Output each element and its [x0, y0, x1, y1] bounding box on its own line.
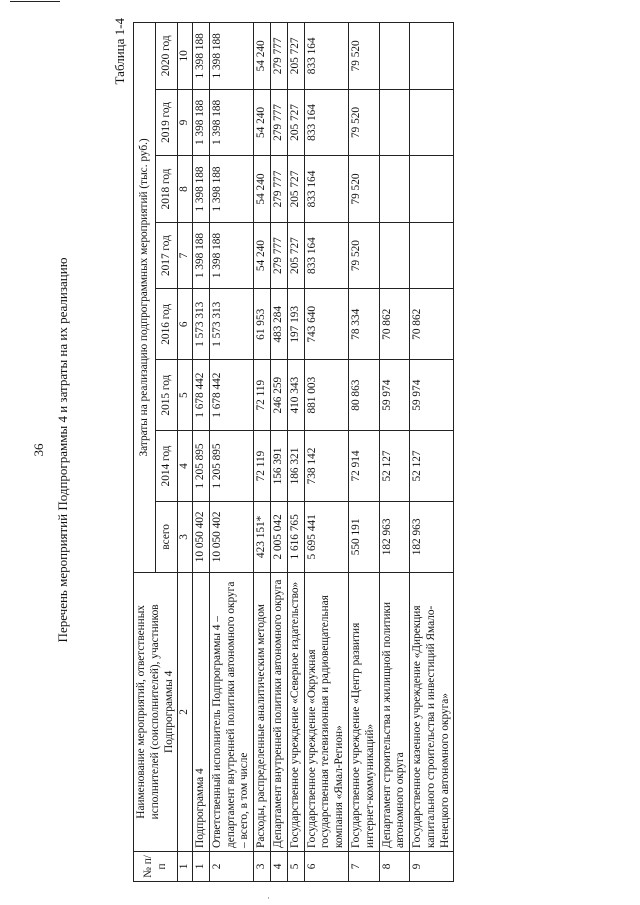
cost-cell-y2017: 1 398 188	[193, 222, 210, 289]
cost-cell-y2019: 79 520	[348, 89, 379, 156]
cost-cell-total: 550 191	[348, 501, 379, 572]
cost-cell-y2018: 1 398 188	[193, 156, 210, 223]
column-index-row	[178, 23, 193, 882]
cost-cell-y2019: 54 240	[254, 89, 271, 156]
cost-cell-y2019: 1 398 188	[193, 89, 210, 156]
column-index-cell: 1	[178, 851, 193, 881]
column-index-cell: 10	[178, 23, 193, 90]
cost-cell-y2014: 156 391	[271, 431, 288, 502]
header-row-1	[134, 23, 156, 882]
row-name: Ответственный исполнитель Подпрограммы 4 – департамент внутренней политики автономного округа – всего, в том числе	[209, 572, 253, 851]
cost-cell-y2018	[379, 156, 410, 223]
cost-cell-y2016: 1 573 313	[209, 289, 253, 360]
cost-cell-y2019: 205 727	[287, 89, 304, 156]
cost-cell-total: 2 005 042	[271, 501, 288, 572]
cost-cell-y2015: 59 974	[410, 360, 454, 431]
table-row	[193, 23, 210, 882]
row-name: Государственное учреждение «Северное издательство»	[287, 572, 304, 851]
cost-cell-y2020: 79 520	[348, 23, 379, 90]
cost-cell-y2019: 279 777	[271, 89, 288, 156]
cost-cell-total: 423 151*	[254, 501, 271, 572]
header-2018: 2018 год	[156, 156, 178, 223]
cost-cell-y2020: 1 398 188	[209, 23, 253, 90]
page-number: 36	[31, 443, 46, 457]
cost-cell-y2018	[410, 156, 454, 223]
header-total: всего	[156, 501, 178, 572]
cost-cell-y2014: 1 205 895	[193, 431, 210, 502]
cost-cell-y2020: 1 398 188	[193, 23, 210, 90]
cost-cell-y2016: 1 573 313	[193, 289, 210, 360]
cost-cell-y2017: 79 520	[348, 222, 379, 289]
table-row	[410, 23, 454, 882]
row-name: Государственное учреждение «Центр развития интернет-коммуникаций»	[348, 572, 379, 851]
header-2017: 2017 год	[156, 222, 178, 289]
header-2016: 2016 год	[156, 289, 178, 360]
header-costs: Затраты на реализацию подпрограммных мероприятий (тыс. руб.)	[134, 23, 156, 573]
cost-cell-y2020: 833 164	[304, 23, 348, 90]
cost-cell-y2018: 54 240	[254, 156, 271, 223]
column-index-cell: 5	[178, 360, 193, 431]
cost-cell-y2017: 1 398 188	[209, 222, 253, 289]
header-2019: 2019 год	[156, 89, 178, 156]
table-row	[287, 23, 304, 882]
cost-cell-y2015: 246 259	[271, 360, 288, 431]
row-number: 2	[209, 851, 253, 881]
rotated-page	[15, 10, 625, 890]
table-label: Таблица 1-4	[112, 18, 127, 85]
cost-cell-y2020: 279 777	[271, 23, 288, 90]
cost-cell-y2018: 205 727	[287, 156, 304, 223]
column-index-cell: 7	[178, 222, 193, 289]
cost-cell-y2020	[379, 23, 410, 90]
cost-cell-total: 1 616 765	[287, 501, 304, 572]
column-index-cell: 2	[178, 572, 193, 851]
cost-cell-y2020: 54 240	[254, 23, 271, 90]
cost-cell-y2020	[410, 23, 454, 90]
cost-cell-y2014: 186 321	[287, 431, 304, 502]
cost-cell-y2018: 279 777	[271, 156, 288, 223]
cost-cell-y2020: 205 727	[287, 23, 304, 90]
table-row	[348, 23, 379, 882]
cost-cell-total: 5 695 441	[304, 501, 348, 572]
header-2014: 2014 год	[156, 431, 178, 502]
row-name: Государственное казенное учреждение «Дирекция капитального строительства и инвестиций Ямало-Ненецкого автономного округа»	[410, 572, 454, 851]
cost-cell-y2016: 197 193	[287, 289, 304, 360]
row-number: 9	[410, 851, 454, 881]
cost-cell-y2019	[410, 89, 454, 156]
cost-cell-y2017: 205 727	[287, 222, 304, 289]
row-number: 5	[287, 851, 304, 881]
row-number: 4	[271, 851, 288, 881]
cost-cell-total: 182 963	[379, 501, 410, 572]
cost-cell-y2014: 1 205 895	[209, 431, 253, 502]
cost-cell-y2016: 743 640	[304, 289, 348, 360]
header-num: № п/п	[134, 851, 178, 881]
cost-cell-y2015: 1 678 442	[209, 360, 253, 431]
cost-cell-y2016: 78 334	[348, 289, 379, 360]
column-index-cell: 8	[178, 156, 193, 223]
cost-cell-y2015: 881 003	[304, 360, 348, 431]
cost-cell-y2016: 61 953	[254, 289, 271, 360]
cost-cell-y2017: 279 777	[271, 222, 288, 289]
table-body	[193, 23, 454, 882]
cost-cell-y2018: 833 164	[304, 156, 348, 223]
row-name: Государственное учреждение «Окружная государственная телевизионная и радиовещательная компания «Ямал-Регион»	[304, 572, 348, 851]
cost-cell-y2018: 79 520	[348, 156, 379, 223]
row-number: 8	[379, 851, 410, 881]
column-index-cell: 9	[178, 89, 193, 156]
cost-cell-y2017	[379, 222, 410, 289]
table-row	[271, 23, 288, 882]
cost-cell-total: 10 050 402	[209, 501, 253, 572]
column-index-cell: 4	[178, 431, 193, 502]
top-rule	[10, 1, 60, 2]
cost-cell-y2019: 833 164	[304, 89, 348, 156]
cost-cell-y2014: 52 127	[379, 431, 410, 502]
document-title: Перечень мероприятий Подпрограммы 4 и затраты на их реализацию	[55, 257, 70, 643]
column-index-cell: 6	[178, 289, 193, 360]
cost-cell-y2014: 72 119	[254, 431, 271, 502]
cost-cell-total: 182 963	[410, 501, 454, 572]
row-name: Подпрограмма 4	[193, 572, 210, 851]
table-row	[379, 23, 410, 882]
scan-mark: ·	[267, 893, 270, 903]
header-2015: 2015 год	[156, 360, 178, 431]
cost-cell-y2016: 483 284	[271, 289, 288, 360]
cost-cell-y2016: 70 862	[410, 289, 454, 360]
cost-cell-y2017	[410, 222, 454, 289]
cost-cell-y2018: 1 398 188	[209, 156, 253, 223]
column-index-cell: 3	[178, 501, 193, 572]
header-name: Наименование мероприятий, ответственных исполнителей (соисполнителей), участников Подпрограммы 4	[134, 572, 178, 851]
cost-cell-y2014: 72 914	[348, 431, 379, 502]
table-row	[254, 23, 271, 882]
cost-cell-y2016: 70 862	[379, 289, 410, 360]
cost-cell-y2015: 80 863	[348, 360, 379, 431]
header-2020: 2020 год	[156, 23, 178, 90]
cost-cell-y2015: 72 119	[254, 360, 271, 431]
cost-cell-y2014: 52 127	[410, 431, 454, 502]
cost-cell-y2015: 1 678 442	[193, 360, 210, 431]
cost-cell-y2019	[379, 89, 410, 156]
row-name: Расходы, распределенные аналитическим методом	[254, 572, 271, 851]
row-number: 6	[304, 851, 348, 881]
table-row	[304, 23, 348, 882]
cost-cell-y2015: 410 343	[287, 360, 304, 431]
row-number: 3	[254, 851, 271, 881]
cost-cell-y2017: 54 240	[254, 222, 271, 289]
cost-cell-total: 10 050 402	[193, 501, 210, 572]
row-name: Департамент внутренней политики автономного округа	[271, 572, 288, 851]
cost-cell-y2014: 738 142	[304, 431, 348, 502]
row-number: 1	[193, 851, 210, 881]
row-name: Департамент строительства и жилищной политики автономного округа	[379, 572, 410, 851]
table-row	[209, 23, 253, 882]
cost-cell-y2017: 833 164	[304, 222, 348, 289]
cost-cell-y2015: 59 974	[379, 360, 410, 431]
cost-cell-y2019: 1 398 188	[209, 89, 253, 156]
row-number: 7	[348, 851, 379, 881]
costs-table	[133, 22, 454, 882]
